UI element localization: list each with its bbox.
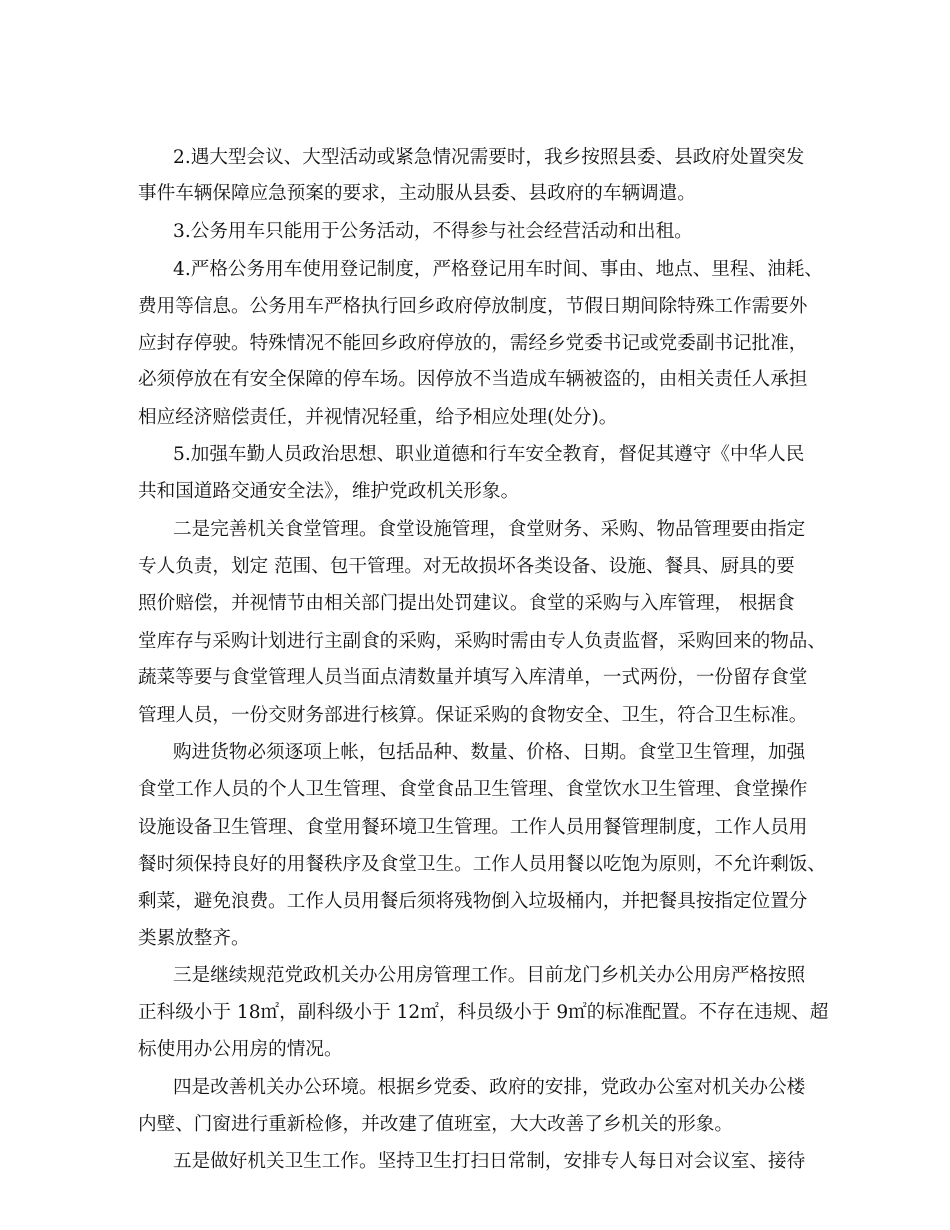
text-line: 必须停放在有安全保障的停车场。因停放不当造成车辆被盗的，由相关责任人承担	[138, 369, 808, 390]
text-line: 蔬菜等要与食堂管理人员当面点清数量并填写入库清单，一式两份，一份留存食堂	[138, 667, 808, 688]
text-line: 相应经济赔偿责任，并视情况轻重，给予相应处理(处分)。	[138, 407, 618, 428]
text-line: 2.遇大型会议、大型活动或紧急情况需要时，我乡按照县委、县政府处置突发	[173, 147, 805, 168]
text-line: 剩菜，避免浪费。工作人员用餐后须将残物倒入垃圾桶内，并把餐具按指定位置分	[138, 891, 808, 912]
text-line: 五是做好机关卫生工作。坚持卫生打扫日常制，安排专人每日对会议室、接待	[173, 1151, 806, 1172]
text-line: 内壁、门窗进行重新检修，并改建了值班室，大大改善了乡机关的形象。	[138, 1114, 734, 1135]
text-line: 三是继续规范党政机关办公用房管理工作。目前龙门乡机关办公用房严格按照	[173, 965, 806, 986]
text-line: 类累放整齐。	[138, 928, 250, 949]
text-line: 照价赔偿，并视情节由相关部门提出处罚建议。食堂的采购与入库管理， 根据食	[138, 593, 795, 614]
text-line: 二是完善机关食堂管理。食堂设施管理，食堂财务、采购、物品管理要由指定	[173, 519, 806, 540]
text-line: 费用等信息。公务用车严格执行回乡政府停放制度，节假日期间除特殊工作需要外	[138, 296, 808, 317]
text-line: 事件车辆保障应急预案的要求，主动服从县委、县政府的车辆调遣。	[138, 183, 696, 204]
text-line: 专人负责，划定 范围、包干管理。对无故损坏各类设备、设施、餐具、厨具的要	[138, 556, 795, 577]
text-line: 四是改善机关办公环境。根据乡党委、政府的安排，党政办公室对机关办公楼	[173, 1077, 806, 1098]
text-line: 正科级小于 18㎡，副科级小于 12㎡，科员级小于 9㎡的标准配置。不存在违规、超	[138, 1002, 829, 1023]
text-line: 5.加强车勤人员政治思想、职业道德和行车安全教育，督促其遵守《中华人民	[173, 444, 805, 465]
text-line: 堂库存与采购计划进行主副食的采购，采购时需由专人负责监督，采购回来的物品、	[138, 631, 826, 652]
text-line: 购进货物必须逐项上帐，包括品种、数量、价格、日期。食堂卫生管理，加强	[173, 742, 806, 763]
text-line: 管理人员，一份交财务部进行核算。保证采购的食物安全、卫生，符合卫生标准。	[138, 705, 808, 726]
text-line: 餐时须保持良好的用餐秩序及食堂卫生。工作人员用餐以吃饱为原则，不允许剩饭、	[138, 854, 826, 875]
text-line: 4.严格公务用车使用登记制度，严格登记用车时间、事由、地点、里程、油耗、	[173, 259, 823, 280]
text-line: 设施设备卫生管理、食堂用餐环境卫生管理。工作人员用餐管理制度，工作人员用	[138, 817, 808, 838]
text-line: 3.公务用车只能用于公务活动，不得参与社会经营活动和出租。	[173, 221, 693, 242]
text-line: 共和国道路交通安全法》，维护党政机关形象。	[138, 481, 520, 502]
text-line: 食堂工作人员的个人卫生管理、食堂食品卫生管理、食堂饮水卫生管理、食堂操作	[138, 779, 808, 800]
text-line: 标使用办公用房的情况。	[138, 1039, 343, 1060]
text-line: 应封存停驶。特殊情况不能回乡政府停放的，需经乡党委书记或党委副书记批准，	[138, 333, 808, 354]
